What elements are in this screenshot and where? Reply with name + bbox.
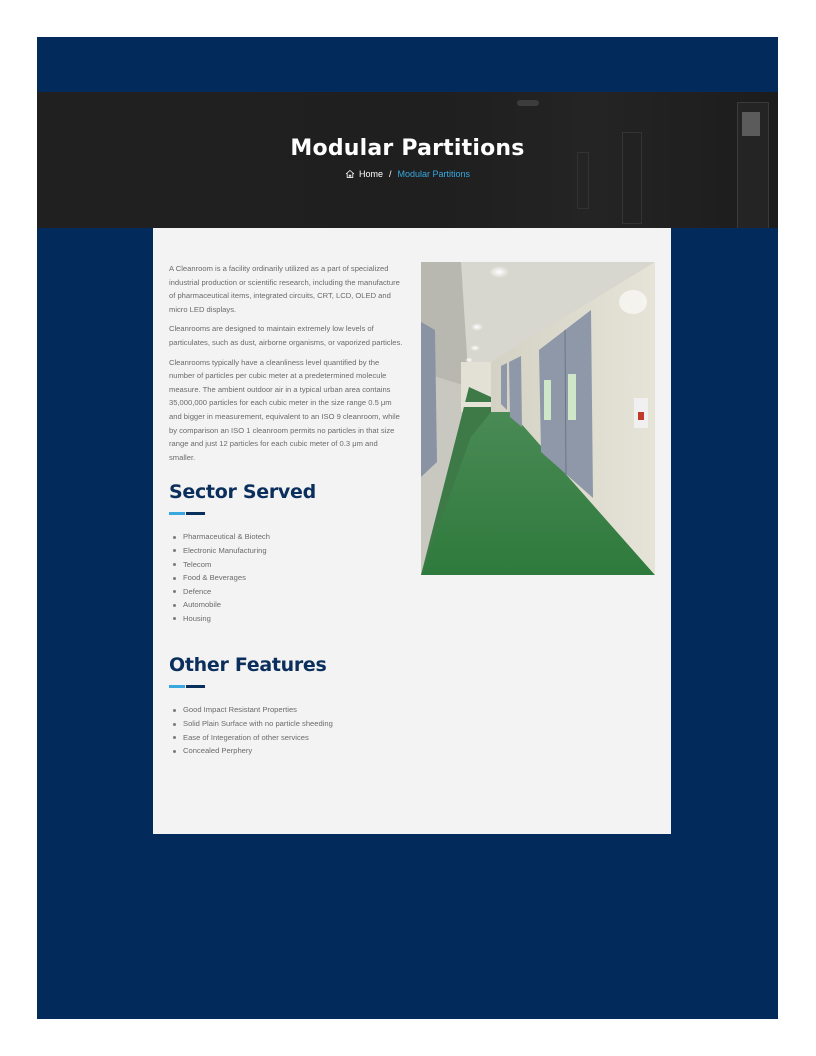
content-panel: [153, 228, 671, 834]
list-item: Automobile: [169, 598, 403, 612]
underline-navy: [186, 685, 205, 688]
heading-underline: [169, 512, 403, 515]
sector-list: [169, 530, 403, 625]
intro-paragraph: Cleanrooms typically have a cleanliness level quantified by the number of particles per cubic meter at a predetermined molecule measure. The ambient outdoor air in a typical urban area contains 35,000,000 particles for each cubic meter in the size range 0.5 μm and bigger in measurement, equivalent to an ISO 9 cleanroom, while by comparison an ISO 1 cleanroom permits no particles in that size range and just 12 particles for each cubic meter of 0.3 μm and smaller.: [169, 357, 400, 462]
cleanroom-corridor-image: [421, 262, 655, 575]
text-column: [169, 262, 403, 758]
hero-banner: [37, 92, 778, 228]
underline-accent: [169, 685, 185, 688]
page-frame: [37, 37, 778, 1019]
features-list: [169, 703, 403, 757]
page-title: Modular Partitions: [290, 136, 525, 161]
breadcrumb-current: Modular Partitions: [397, 169, 471, 179]
list-item: Defence: [169, 585, 403, 599]
list-item: Pharmaceutical & Biotech: [169, 530, 403, 544]
other-features-heading: Other Features: [169, 654, 327, 677]
list-item: Concealed Perphery: [169, 744, 403, 758]
breadcrumb-home-link[interactable]: Home: [358, 169, 383, 179]
breadcrumb: [37, 169, 778, 179]
underline-accent: [169, 512, 185, 515]
sign-decor: [742, 112, 760, 136]
heading-underline: [169, 685, 403, 688]
list-item: Food & Beverages: [169, 571, 403, 585]
ceiling-light-decor: [517, 100, 539, 106]
list-item: Housing: [169, 612, 403, 626]
list-item: Solid Plain Surface with no particle sheeding: [169, 717, 403, 731]
home-icon: [345, 169, 355, 179]
intro-paragraph: Cleanrooms are designed to maintain extremely low levels of particulates, such as dust, airborne organisms, or vaporized particles.: [169, 324, 403, 347]
footer-band: [37, 834, 778, 1019]
list-item: Ease of Integeration of other services: [169, 731, 403, 745]
list-item: Telecom: [169, 558, 403, 572]
intro-paragraph: A Cleanroom is a facility ordinarily utilized as a part of specialized industrial production or scientific research, including the manufacture of pharmaceutical items, integrated circuits, CRT, LCD, OLED and micro LED displays.: [169, 264, 400, 314]
list-item: Electronic Manufacturing: [169, 544, 403, 558]
underline-navy: [186, 512, 205, 515]
list-item: Good Impact Resistant Properties: [169, 703, 403, 717]
header-band: [37, 37, 778, 92]
breadcrumb-separator: /: [388, 169, 392, 179]
sector-served-heading: Sector Served: [169, 481, 316, 504]
